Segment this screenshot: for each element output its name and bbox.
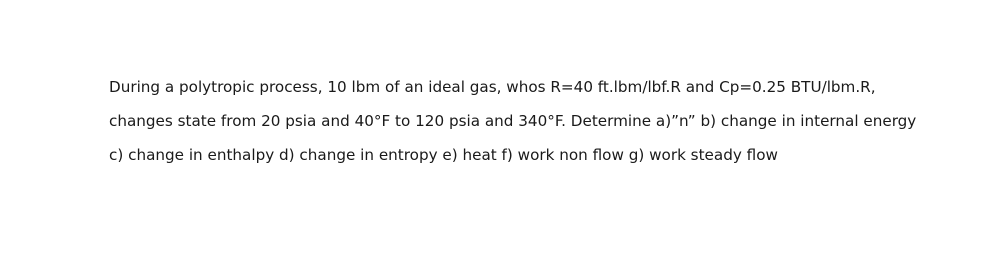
problem-line-1: During a polytropic process, 10 lbm of an ideal gas, whos R=40 ft.lbm/lbf.R and Cp=0.25 BTU/lbm.R, bbox=[109, 78, 876, 96]
problem-line-2: changes state from 20 psia and 40°F to 120 psia and 340°F. Determine a)”n” b) change in internal energy bbox=[109, 112, 917, 130]
problem-statement bbox=[109, 70, 949, 172]
problem-line-3: c) change in enthalpy d) change in entropy e) heat f) work non flow g) work steady flow bbox=[109, 146, 778, 164]
